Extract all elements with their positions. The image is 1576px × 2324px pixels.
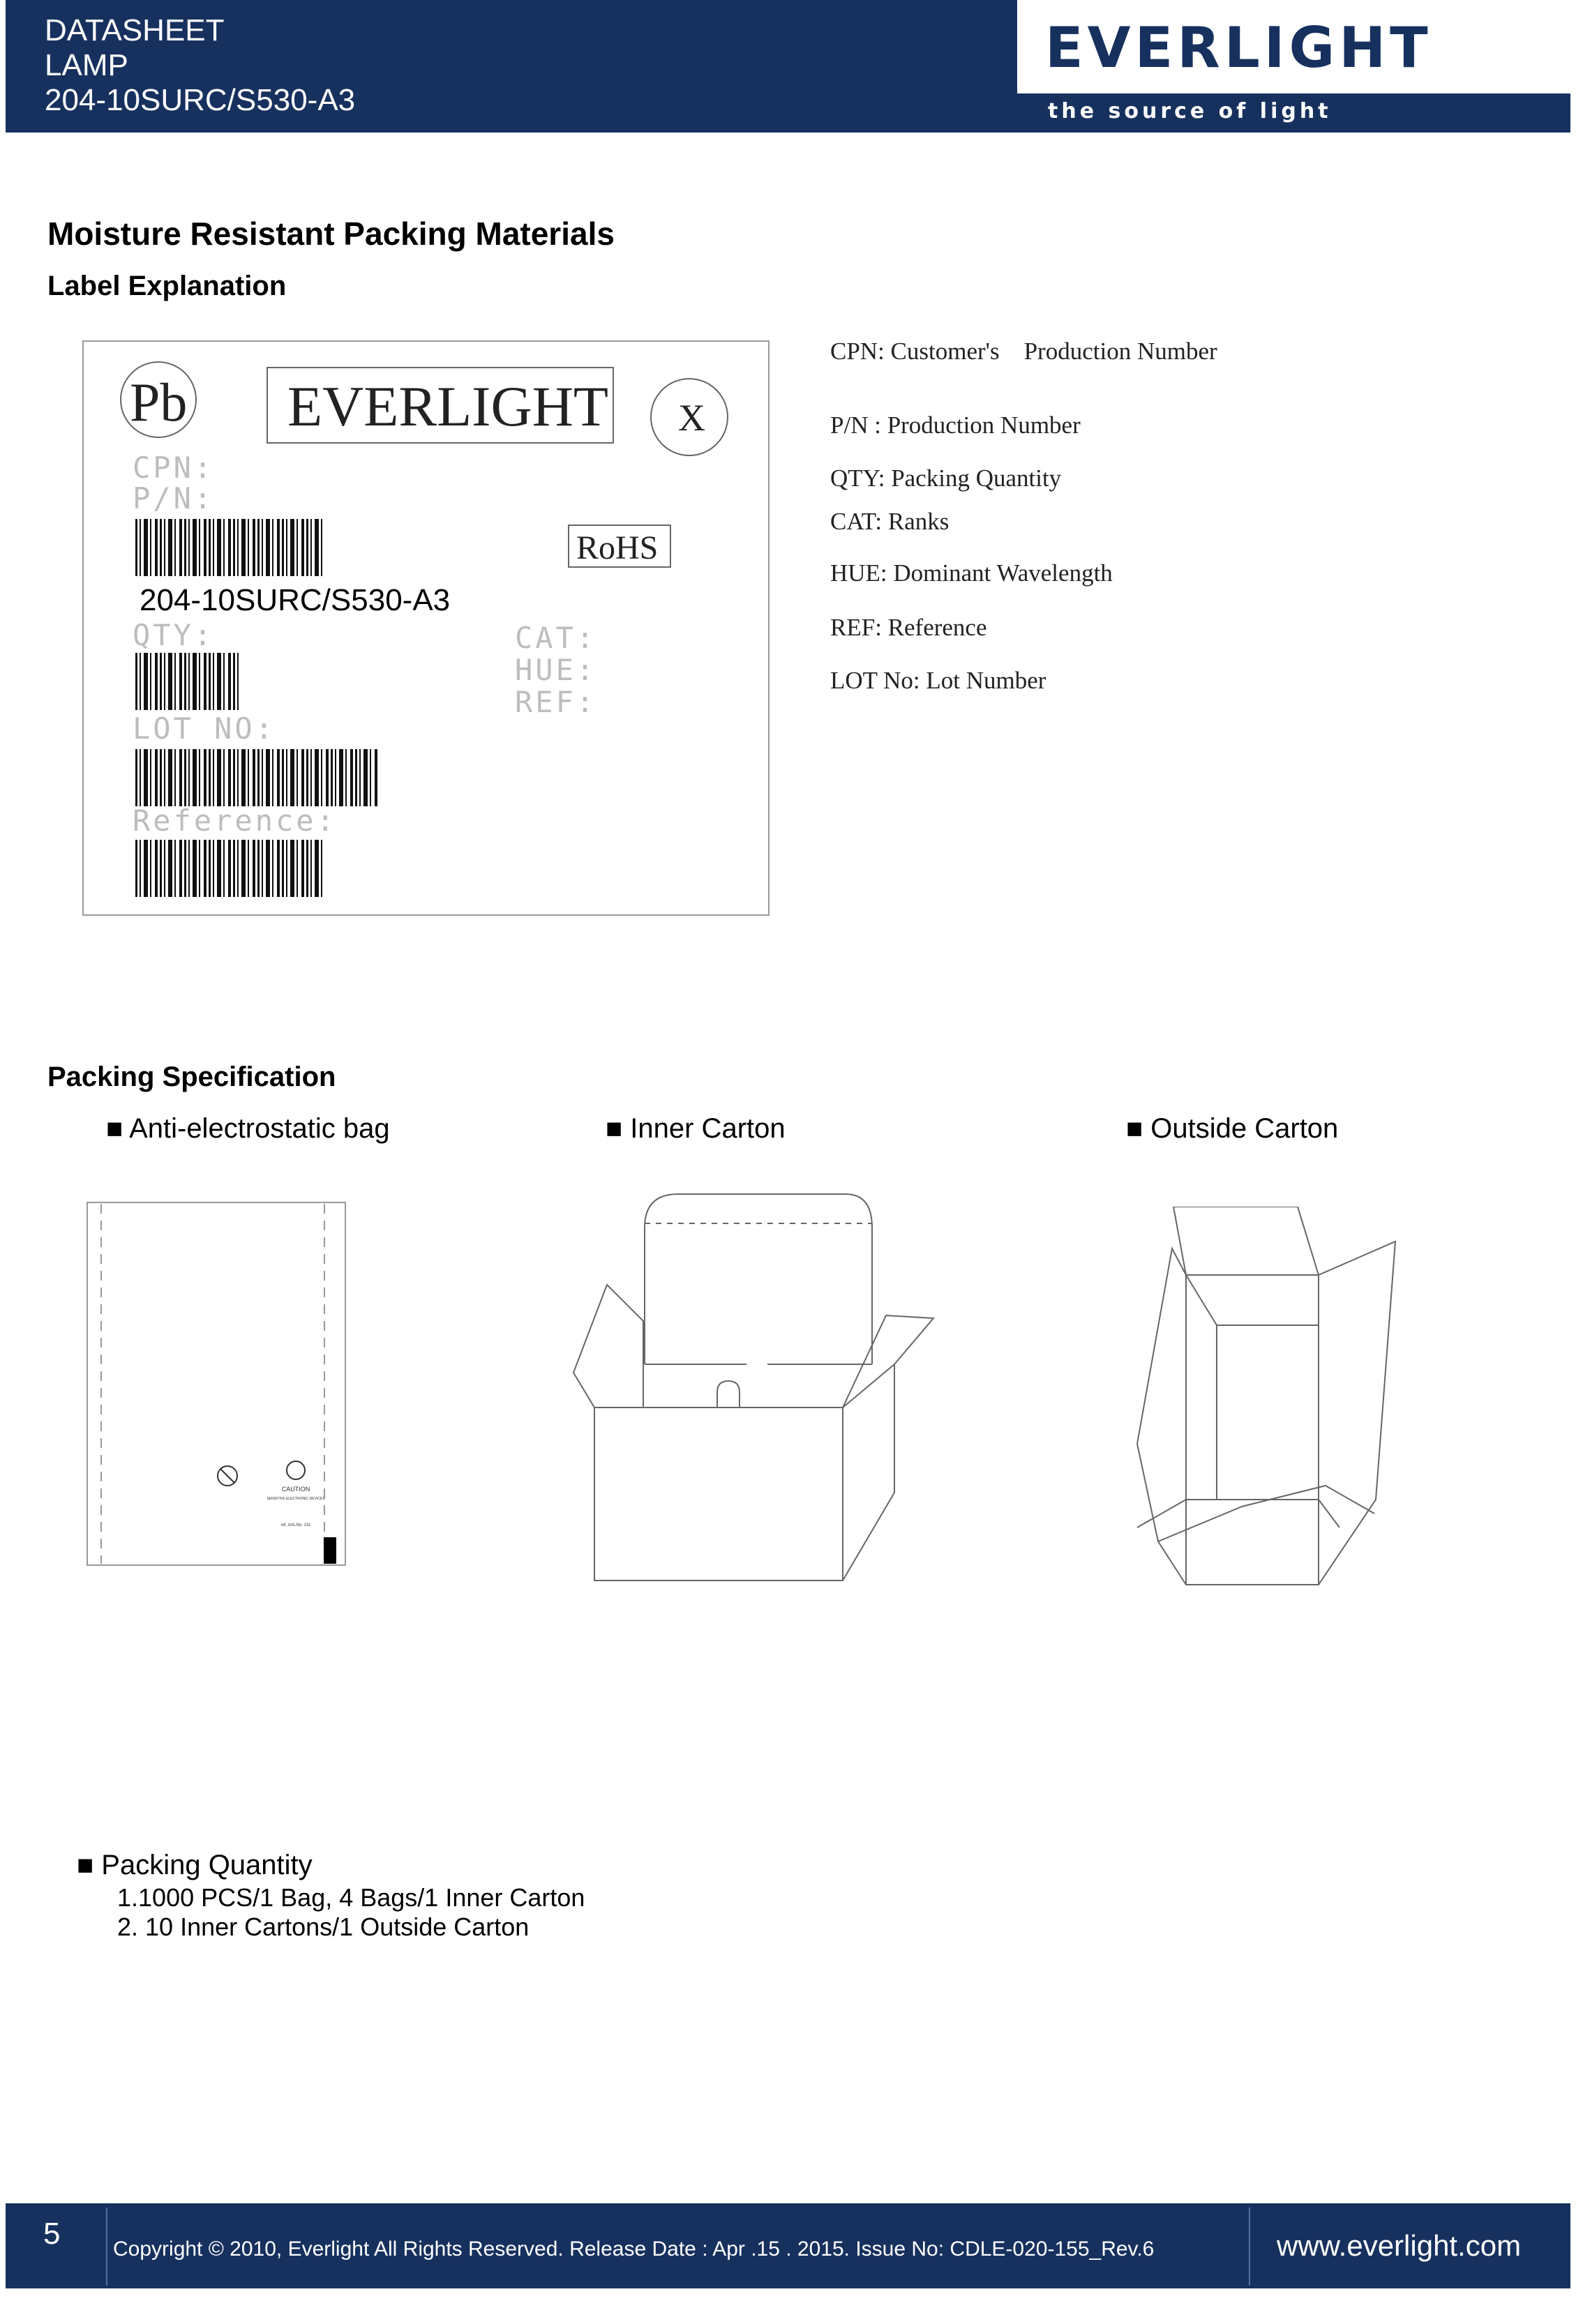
tagline-bar: [1017, 93, 1570, 133]
lot-barcode: [135, 749, 380, 806]
packing-quantity-heading: ■ Packing Quantity: [77, 1850, 313, 1880]
label-sample: [82, 340, 770, 916]
inner-carton-drawing: [558, 1186, 949, 1590]
label-ref: REF:: [515, 685, 597, 719]
legend-qty: QTY: Packing Quantity: [830, 465, 1062, 492]
anti-static-bag-drawing: [77, 1197, 356, 1574]
outside-carton-drawing: [1130, 1207, 1409, 1597]
everlight-logo: EVERLIGHT: [1045, 15, 1432, 80]
label-explanation-heading: Label Explanation: [47, 271, 287, 301]
packing-quantity-line-2: 2. 10 Inner Cartons/1 Outside Carton: [117, 1912, 530, 1941]
bag-caution-text: CAUTION: [281, 1486, 310, 1493]
pn-barcode: [135, 519, 324, 576]
label-reference: Reference:: [133, 803, 337, 838]
copyright-text: Copyright © 2010, Everlight All Rights Reserved. Release Date : Apr .15 . 2015. Issue No: CDLE-020-155_Rev.6: [113, 2238, 1155, 2261]
legend-ref: REF: Reference: [830, 614, 987, 641]
packing-spec-heading: Packing Specification: [47, 1062, 336, 1092]
pack-item-outside-carton: ■ Outside Carton: [1126, 1113, 1339, 1144]
label-lot-no: LOT NO:: [133, 711, 276, 746]
pb-free-symbol: [120, 361, 197, 438]
website-link[interactable]: www.everlight.com: [1277, 2229, 1522, 2262]
label-hue: HUE:: [515, 653, 597, 687]
footer-separator: [106, 2208, 107, 2286]
bag-sensitive-text: SENSITIVE ELECTRONIC DEVICES: [267, 1497, 325, 1501]
qty-barcode: [135, 653, 240, 710]
tagline: the source of light: [1048, 99, 1332, 123]
label-brand-box: [267, 367, 614, 444]
rohs-box: [568, 525, 671, 568]
x-mark: X: [678, 397, 705, 439]
legend-pn: P/N : Production Number: [830, 412, 1081, 439]
rohs-text: RoHS: [576, 529, 659, 566]
legend-hue: HUE: Dominant Wavelength: [830, 559, 1113, 587]
label-brand: EVERLIGHT: [287, 375, 609, 438]
bag-ref-text: ref. Arls.No. 131: [280, 1523, 311, 1527]
label-cpn: CPN:: [133, 451, 215, 485]
page-number: 5: [43, 2217, 61, 2251]
logo-area: [1017, 0, 1570, 133]
header-doc-type: DATASHEET: [45, 13, 225, 47]
pb-text: Pb: [130, 372, 188, 432]
header-part-number: 204-10SURC/S530-A3: [45, 83, 356, 117]
label-pn: P/N:: [133, 481, 215, 515]
x-mark-circle: [650, 378, 728, 456]
pack-item-bag: ■ Anti-electrostatic bag: [106, 1113, 390, 1144]
packing-quantity-line-1: 1.1000 PCS/1 Bag, 4 Bags/1 Inner Carton: [117, 1883, 585, 1912]
footer-separator: [1249, 2208, 1250, 2286]
reference-barcode: [135, 840, 324, 897]
label-cat: CAT:: [515, 621, 597, 655]
legend-cat: CAT: Ranks: [830, 508, 950, 535]
label-qty: QTY:: [133, 618, 215, 652]
legend-lot: LOT No: Lot Number: [830, 667, 1046, 694]
header-category: LAMP: [45, 48, 128, 82]
pack-item-inner-carton: ■ Inner Carton: [606, 1113, 786, 1144]
section-title: Moisture Resistant Packing Materials: [47, 216, 615, 252]
label-part-number: 204-10SURC/S530-A3: [140, 583, 451, 617]
legend-cpn: CPN: Customer's Production Number: [830, 338, 1217, 365]
